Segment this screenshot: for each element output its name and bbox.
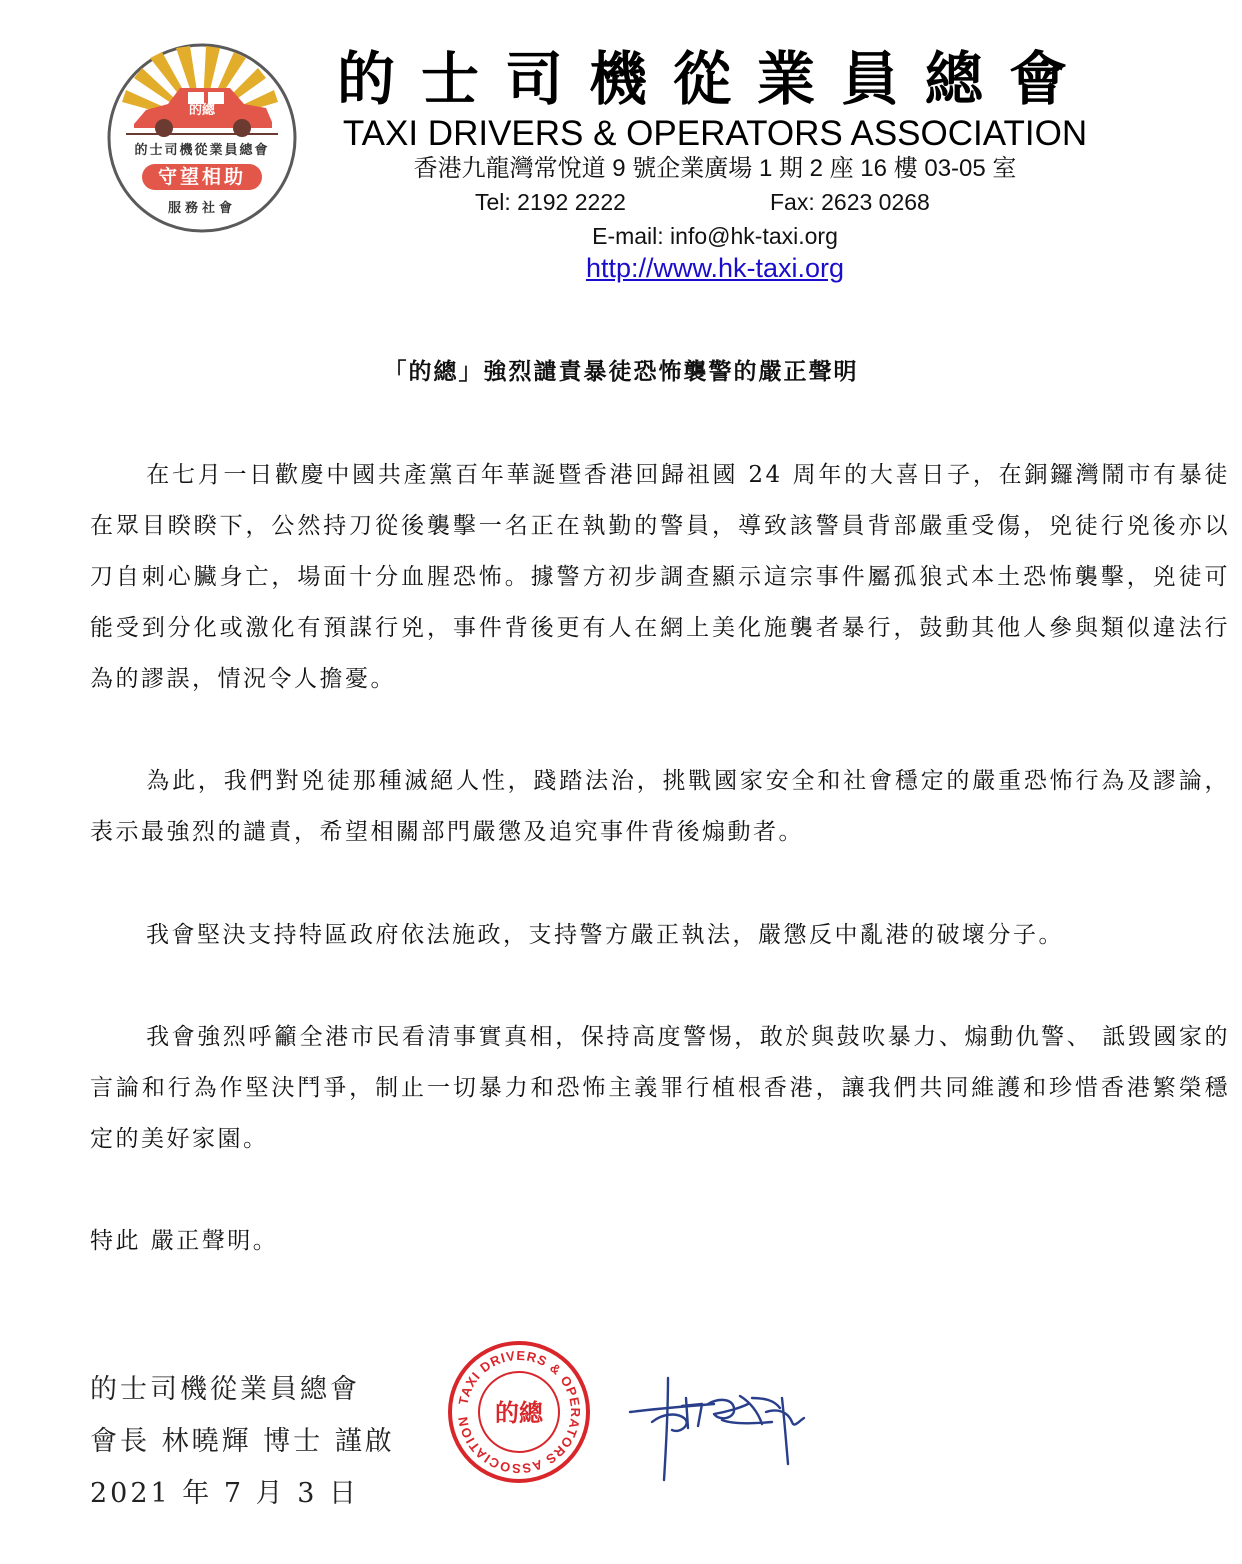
org-name-chinese: 的士司機從業員總會 (336, 45, 1093, 113)
email: E-mail: info@hk-taxi.org (592, 223, 838, 249)
website (320, 250, 1110, 286)
association-stamp (447, 1340, 591, 1484)
website-link[interactable]: http://www.hk-taxi.org (585, 253, 845, 283)
paragraph-3 (90, 910, 1230, 961)
signature-signer: 會長 林曉輝 博士 謹啟 (90, 1426, 395, 1457)
association-logo (106, 42, 298, 234)
logo-org-name: 的士司機從業員總會 (134, 143, 270, 158)
logo-service-text: 服務社會 (167, 201, 237, 216)
paragraph-1-text: 在七月一日歡慶中國共產黨百年華誕暨香港回歸祖國 24 周年的大喜日子，在銅鑼灣鬧市有暴徒在眾目睽睽下，公然持刀從後襲擊一名正在執勤的警員，導致該警員背部嚴重受傷，兇徒行兇後亦以刀自刺心臟身亡，場面十分血腥恐怖。據警方初步調查顯示這宗事件屬孤狼式本土恐怖襲擊，兇徒可能受到分化或激化有預謀行兇，事件背後更有人在網上美化施襲者暴行，鼓動其他人參與類似違法行為的謬誤，情況令人擔憂。 (90, 462, 1230, 692)
paragraph-1 (90, 450, 1230, 705)
paragraph-4 (90, 1012, 1230, 1165)
paragraph-2-text: 為此，我們對兇徒那種滅絕人性，踐踏法治，挑戰國家安全和社會穩定的嚴重恐怖行為及謬論，表示最強烈的譴責，希望相關部門嚴懲及追究事件背後煽動者。 (90, 768, 1230, 845)
statement-title: 「的總」強烈譴責暴徒恐怖襲警的嚴正聲明 (383, 358, 859, 385)
signature-date: 2021 年 7 月 3 日 (90, 1478, 359, 1509)
stamp-ring-text: TAXI DRIVERS & OPERATORS ASSOCIATION (454, 1347, 584, 1477)
stamp-center-text: 的總 (495, 1398, 543, 1427)
logo-motto: 守望相助 (157, 166, 247, 188)
paragraph-4-text: 我會強烈呼籲全港市民看清事實真相，保持高度警惕，敢於與鼓吹暴力、煽動仇警、 詆毀國家的言論和行為作堅決鬥爭，制止一切暴力和恐怖主義罪行植根香港，讓我們共同維護和珍惜香港繁榮穩定的美好家園。 (90, 1024, 1230, 1152)
paragraph-2 (90, 756, 1230, 858)
signature-org: 的士司機從業員總會 (90, 1374, 360, 1405)
address: 香港九龍灣常悅道 9 號企業廣場 1 期 2 座 16 樓 03-05 室 (413, 155, 1017, 182)
logo-badge-text: 的總 (188, 103, 216, 118)
org-name-english: TAXI DRIVERS & OPERATORS ASSOCIATION (342, 114, 1088, 153)
telephone: Tel: 2192 2222 (475, 189, 626, 215)
handwritten-signature (622, 1368, 812, 1484)
fax: Fax: 2623 0268 (770, 189, 930, 215)
paragraph-3-text: 我會堅決支持特區政府依法施政，支持警方嚴正執法，嚴懲反中亂港的破壞分子。 (146, 922, 1064, 948)
closing-statement: 特此 嚴正聲明。 (90, 1228, 279, 1254)
